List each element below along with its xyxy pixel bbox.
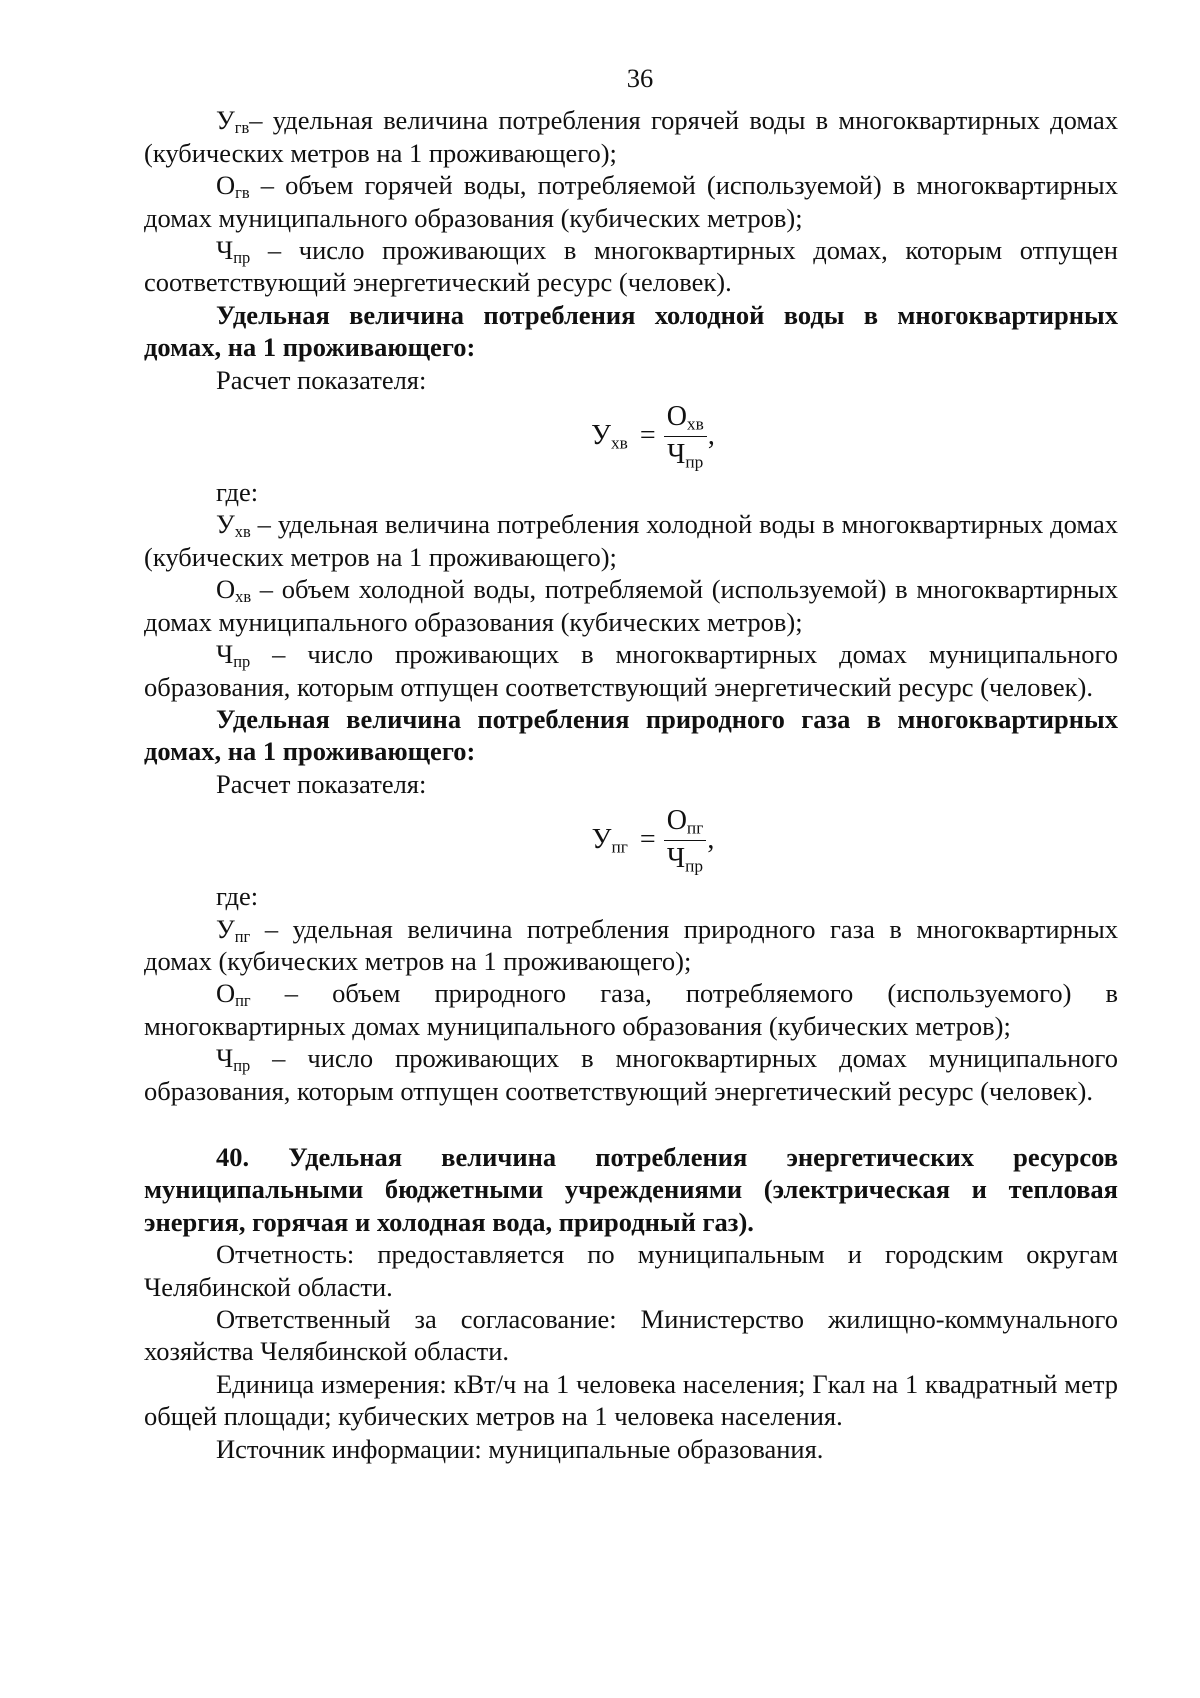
formula-numerator: $О_{хв}$ bbox=[664, 401, 707, 436]
formula-numerator: $О_{пг}$ bbox=[664, 805, 707, 840]
formula-denominator: $Ч_{пр}$ bbox=[666, 842, 704, 875]
formula-lhs: $У_{хв}$ bbox=[591, 419, 628, 453]
definition-residents-count-cold: $Ч_{пр}$ – число проживающих в многоквартирных домах муниципального образования, которым отпущен соответствующий энергетический ресурс (человек). bbox=[144, 639, 1118, 702]
definition-residents-count-gas: $Ч_{пр}$ – число проживающих в многоквартирных домах муниципального образования, которым отпущен соответствующий энергетический ресурс (человек). bbox=[144, 1043, 1118, 1106]
formula-comma: , bbox=[707, 823, 715, 855]
definition-hot-water-specific: $У_{гв}-$ удельная величина потребления горячей воды в многоквартирных домах (кубических метров на 1 проживающего); bbox=[144, 105, 1118, 168]
formula-cold-water bbox=[144, 396, 1118, 476]
page-number: 36 bbox=[626, 63, 654, 93]
where-label-cold: где: bbox=[216, 477, 259, 508]
definition-residents-count: $Ч_{пр}$ – число проживающих в многоквартирных домах, которым отпущен соответствующий энергетический ресурс (человек). bbox=[144, 235, 1118, 298]
formula-equals: = bbox=[639, 823, 656, 855]
formula-denominator: $Ч_{пр}$ bbox=[667, 438, 704, 471]
calc-label-cold: Расчет показателя: bbox=[216, 364, 427, 395]
definition-cold-water-specific: $У_{хв}$ – удельная величина потребления холодной воды в многоквартирных домах (кубических метров на 1 проживающего); bbox=[144, 509, 1118, 572]
heading-cold-water: Удельная величина потребления холодной воды в многоквартирных домах, на 1 проживающего: bbox=[144, 299, 1118, 363]
definition-gas-specific: $У_{пг}$ – удельная величина потребления природного газа в многоквартирных домах (кубических метров на 1 проживающего); bbox=[144, 913, 1118, 976]
formula-lhs: $У_{пг}$ bbox=[591, 823, 628, 857]
source-paragraph: Источник информации: муниципальные образования. bbox=[216, 1433, 824, 1464]
responsible-paragraph: Ответственный за согласование: Министерство жилищно-коммунального хозяйства Челябинской области. bbox=[144, 1304, 1118, 1367]
formula-fraction bbox=[664, 401, 707, 471]
where-label-gas: где: bbox=[216, 881, 259, 912]
heading-natural-gas: Удельная величина потребления природного газа в многоквартирных домах, на 1 проживающего: bbox=[144, 703, 1118, 767]
formula-natural-gas bbox=[144, 800, 1118, 880]
definition-gas-volume: $О_{пг}$ – объем природного газа, потребляемого (используемого) в многоквартирных домах муниципального образования (кубических метров); bbox=[144, 978, 1118, 1041]
unit-paragraph: Единица измерения: кВт/ч на 1 человека населения; Гкал на 1 квадратный метр общей площади; кубических метров на 1 человека населения. bbox=[144, 1368, 1118, 1432]
formula-comma: , bbox=[707, 419, 715, 451]
definition-cold-water-volume: $О_{хв}$ – объем холодной воды, потребляемой (используемой) в многоквартирных домах муниципального образования (кубических метров); bbox=[144, 574, 1118, 637]
definition-hot-water-volume: $О_{гв}$ – объем горячей воды, потребляемой (используемой) в многоквартирных домах муниципального образования (кубических метров); bbox=[144, 170, 1118, 233]
heading-section-40: 40. Удельная величина потребления энергетических ресурсов муниципальными бюджетными учреждениями (электрическая и тепловая энергия, горячая и холодная вода, природный газ). bbox=[144, 1141, 1118, 1237]
reporting-paragraph: Отчетность: предоставляется по муниципальным и городским округам Челябинской области. bbox=[144, 1239, 1118, 1302]
section-spacer bbox=[144, 1107, 1118, 1141]
formula-fraction bbox=[664, 805, 707, 875]
calc-label-gas: Расчет показателя: bbox=[216, 768, 427, 799]
formula-equals: = bbox=[639, 419, 656, 451]
